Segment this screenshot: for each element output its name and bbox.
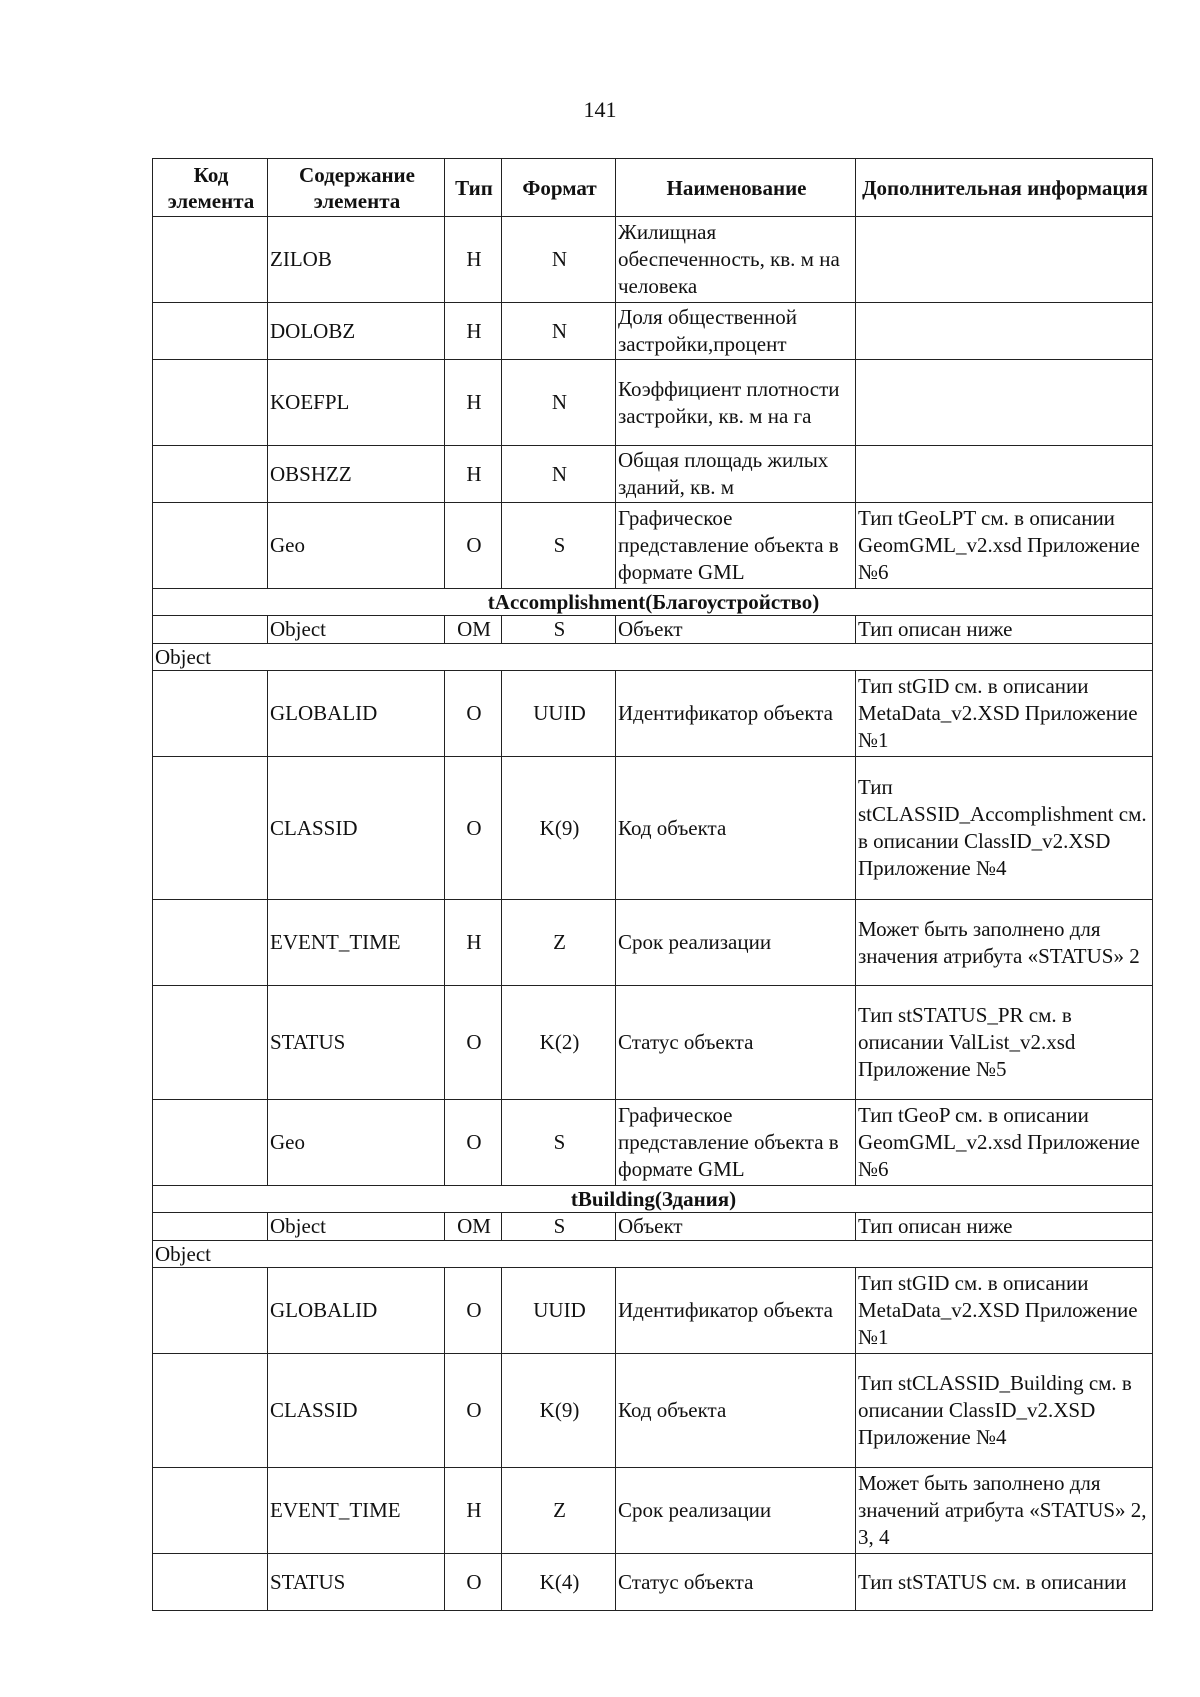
cell-type: О [445, 1554, 502, 1611]
cell-content: Object [268, 616, 445, 644]
cell-info: Тип stSTATUS см. в описании [856, 1554, 1153, 1611]
cell-content: DOLOBZ [268, 303, 445, 360]
cell-content: CLASSID [268, 757, 445, 900]
cell-type: Н [445, 1468, 502, 1554]
spec-table [152, 158, 1153, 1611]
header-format: Формат [502, 159, 616, 217]
cell-type: О [445, 671, 502, 757]
cell-format: K(9) [502, 757, 616, 900]
cell-name: Жилищная обеспеченность, кв. м на человека [616, 217, 856, 303]
cell-format: K(4) [502, 1554, 616, 1611]
cell-content: Object [268, 1213, 445, 1241]
cell-code [153, 1213, 268, 1241]
cell-format: Z [502, 1468, 616, 1554]
cell-name: Срок реализации [616, 900, 856, 986]
section-row [153, 589, 1153, 616]
cell-type: О [445, 986, 502, 1100]
cell-info: Тип stCLASSID_Building см. в описании ClassID_v2.XSD Приложение №4 [856, 1354, 1153, 1468]
cell-content: GLOBALID [268, 1268, 445, 1354]
cell-name: Коэффициент плотности застройки, кв. м на га [616, 360, 856, 446]
object-label: Object [153, 644, 1153, 671]
cell-info: Тип tGeoLPT см. в описании GeomGML_v2.xsd Приложение №6 [856, 503, 1153, 589]
header-type: Тип [445, 159, 502, 217]
cell-type: ОМ [445, 616, 502, 644]
cell-format: UUID [502, 671, 616, 757]
cell-name: Графическое представление объекта в формате GML [616, 1100, 856, 1186]
cell-type: О [445, 757, 502, 900]
cell-content: CLASSID [268, 1354, 445, 1468]
cell-name: Статус объекта [616, 1554, 856, 1611]
cell-format: Z [502, 900, 616, 986]
cell-code [153, 1268, 268, 1354]
cell-type: Н [445, 360, 502, 446]
cell-content: OBSHZZ [268, 446, 445, 503]
cell-name: Общая площадь жилых зданий, кв. м [616, 446, 856, 503]
cell-type: Н [445, 446, 502, 503]
cell-code [153, 986, 268, 1100]
object-row [153, 1241, 1153, 1268]
section-title: tAccomplishment(Благоустройство) [153, 589, 1153, 616]
cell-info: Тип stGID см. в описании MetaData_v2.XSD Приложение №1 [856, 1268, 1153, 1354]
table-row [153, 900, 1153, 986]
cell-code [153, 1554, 268, 1611]
cell-content: STATUS [268, 986, 445, 1100]
table-row [153, 503, 1153, 589]
table-row [153, 1468, 1153, 1554]
cell-code [153, 1468, 268, 1554]
table-row [153, 1213, 1153, 1241]
cell-code [153, 616, 268, 644]
section-title: tBuilding(Здания) [153, 1186, 1153, 1213]
cell-info: Тип tGeoP см. в описании GeomGML_v2.xsd Приложение №6 [856, 1100, 1153, 1186]
cell-name: Код объекта [616, 1354, 856, 1468]
cell-format: N [502, 360, 616, 446]
cell-code [153, 900, 268, 986]
cell-type: ОМ [445, 1213, 502, 1241]
table-row [153, 1100, 1153, 1186]
cell-content: EVENT_TIME [268, 1468, 445, 1554]
cell-code [153, 217, 268, 303]
cell-name: Код объекта [616, 757, 856, 900]
cell-info: Тип описан ниже [856, 616, 1153, 644]
cell-info: Тип stSTATUS_PR см. в описании ValList_v2.xsd Приложение №5 [856, 986, 1153, 1100]
cell-info [856, 303, 1153, 360]
cell-name: Объект [616, 616, 856, 644]
table-row [153, 360, 1153, 446]
cell-format: S [502, 503, 616, 589]
page-number: 141 [583, 97, 617, 122]
table-row [153, 1268, 1153, 1354]
cell-name: Идентификатор объекта [616, 1268, 856, 1354]
cell-content: Geo [268, 503, 445, 589]
cell-type: О [445, 1268, 502, 1354]
cell-format: S [502, 1100, 616, 1186]
cell-code [153, 1100, 268, 1186]
cell-code [153, 360, 268, 446]
cell-name: Срок реализации [616, 1468, 856, 1554]
cell-format: UUID [502, 1268, 616, 1354]
cell-content: EVENT_TIME [268, 900, 445, 986]
cell-format: K(9) [502, 1354, 616, 1468]
cell-content: STATUS [268, 1554, 445, 1611]
table-row [153, 303, 1153, 360]
cell-content: Geo [268, 1100, 445, 1186]
cell-code [153, 303, 268, 360]
cell-info [856, 360, 1153, 446]
table-body [153, 217, 1153, 1611]
cell-info [856, 217, 1153, 303]
cell-content: ZILOB [268, 217, 445, 303]
header-content: Содержание элемента [268, 159, 445, 217]
cell-code [153, 671, 268, 757]
cell-info: Тип stGID см. в описании MetaData_v2.XSD Приложение №1 [856, 671, 1153, 757]
cell-info [856, 446, 1153, 503]
cell-type: Н [445, 217, 502, 303]
table-row [153, 671, 1153, 757]
cell-info: Тип описан ниже [856, 1213, 1153, 1241]
cell-type: Н [445, 303, 502, 360]
cell-code [153, 1354, 268, 1468]
section-row [153, 1186, 1153, 1213]
cell-code [153, 757, 268, 900]
cell-code [153, 446, 268, 503]
cell-format: N [502, 446, 616, 503]
object-label: Object [153, 1241, 1153, 1268]
table-row [153, 616, 1153, 644]
cell-format: S [502, 1213, 616, 1241]
table-row [153, 986, 1153, 1100]
cell-code [153, 503, 268, 589]
header-row [153, 159, 1153, 217]
cell-format: N [502, 217, 616, 303]
cell-format: S [502, 616, 616, 644]
cell-name: Идентификатор объекта [616, 671, 856, 757]
header-name: Наименование [616, 159, 856, 217]
table-row [153, 757, 1153, 900]
cell-name: Объект [616, 1213, 856, 1241]
cell-format: N [502, 303, 616, 360]
cell-type: О [445, 503, 502, 589]
cell-name: Статус объекта [616, 986, 856, 1100]
table-row [153, 1354, 1153, 1468]
table-row [153, 446, 1153, 503]
cell-type: О [445, 1354, 502, 1468]
cell-info: Тип stCLASSID_Accomplishment см. в описании ClassID_v2.XSD Приложение №4 [856, 757, 1153, 900]
cell-content: KOEFPL [268, 360, 445, 446]
table-row [153, 1554, 1153, 1611]
header-code: Код элемента [153, 159, 268, 217]
header-info: Дополнительная информация [856, 159, 1153, 217]
cell-name: Доля общественной застройки,процент [616, 303, 856, 360]
cell-info: Может быть заполнено для значения атрибута «STATUS» 2 [856, 900, 1153, 986]
cell-name: Графическое представление объекта в формате GML [616, 503, 856, 589]
cell-type: Н [445, 900, 502, 986]
table-row [153, 217, 1153, 303]
cell-info: Может быть заполнено для значений атрибута «STATUS» 2, 3, 4 [856, 1468, 1153, 1554]
cell-type: О [445, 1100, 502, 1186]
cell-content: GLOBALID [268, 671, 445, 757]
cell-format: K(2) [502, 986, 616, 1100]
object-row [153, 644, 1153, 671]
